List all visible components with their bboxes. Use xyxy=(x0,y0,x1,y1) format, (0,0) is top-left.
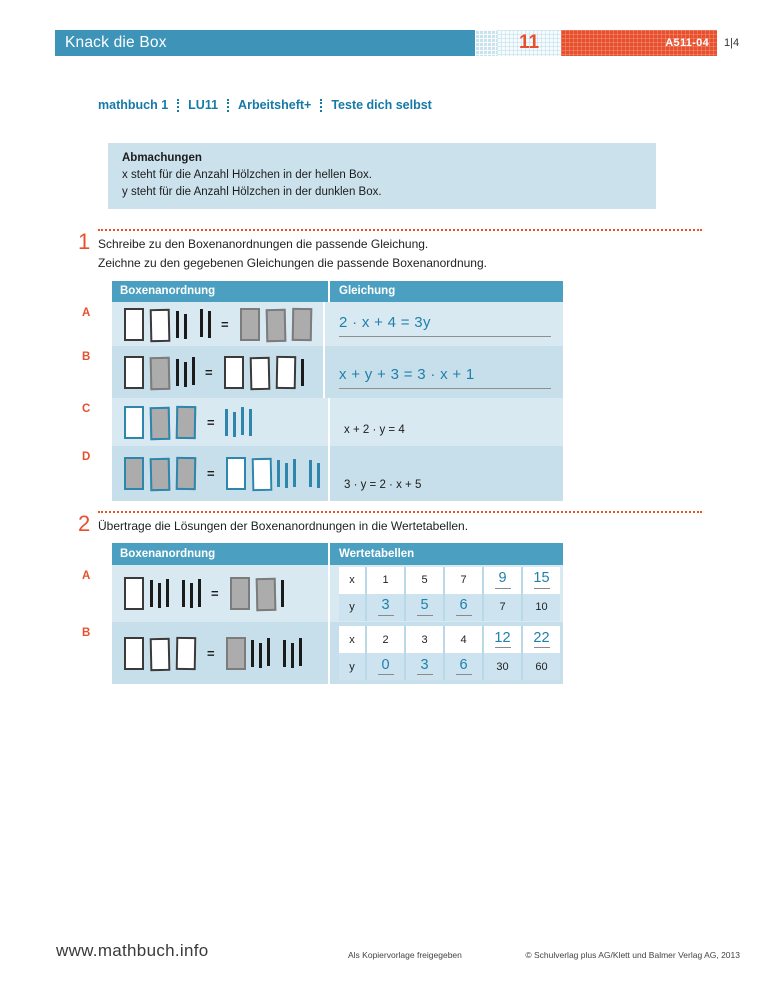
value-table-cell xyxy=(365,653,404,680)
box-arrangement xyxy=(121,406,199,439)
table-row xyxy=(82,622,563,684)
stick-icon xyxy=(190,583,193,608)
column-header-boxenanordnung: Boxenanordnung xyxy=(112,543,330,565)
value-table-label: x xyxy=(339,567,365,594)
box-arrangement xyxy=(121,457,199,490)
row-letter: A xyxy=(82,570,91,582)
table-row xyxy=(82,565,563,622)
handwritten-value: 5 xyxy=(420,597,429,614)
box-arrangement xyxy=(237,308,315,341)
arrangement-cell xyxy=(112,302,325,346)
task-instruction: Schreibe zu den Boxenanordnungen die passende Gleichung. xyxy=(98,237,429,251)
equation-printed: x + 2 · y = 4 xyxy=(344,424,405,436)
answer-line xyxy=(378,615,394,616)
stick-icon xyxy=(158,583,161,608)
dark-box-icon xyxy=(255,578,276,611)
value-table-cell: 1 xyxy=(365,567,404,594)
wertetabelle xyxy=(339,626,560,680)
stick-icon xyxy=(166,579,169,607)
dotted-rule xyxy=(98,511,702,513)
equals-sign: = xyxy=(205,364,213,380)
agreement-box xyxy=(108,143,656,209)
light-box-icon xyxy=(124,577,144,610)
light-box-icon xyxy=(150,308,171,341)
stick-icon xyxy=(293,459,296,487)
equation-cell xyxy=(330,398,563,446)
stick-icon xyxy=(281,580,284,607)
handwritten-value: 3 xyxy=(381,597,390,614)
task-1 xyxy=(78,229,702,273)
stick-icon xyxy=(225,409,228,436)
task-instruction: Übertrage die Lösungen der Boxenanordnungen in die Wertetabellen. xyxy=(98,519,469,533)
breadcrumb-item-book: mathbuch 1 xyxy=(98,98,169,112)
value-table-cell xyxy=(443,653,482,680)
light-box-icon xyxy=(251,458,272,491)
stick-icon xyxy=(198,579,201,607)
column-header-boxenanordnung: Boxenanordnung xyxy=(112,281,330,302)
light-box-icon xyxy=(124,406,144,439)
box-arrangement xyxy=(223,637,305,670)
stick-icon xyxy=(233,412,236,437)
light-box-icon xyxy=(226,457,246,490)
unit-number: 11 xyxy=(497,30,561,56)
wertetabelle xyxy=(339,567,560,621)
equals-sign: = xyxy=(207,466,215,481)
handwritten-value: 6 xyxy=(459,597,468,614)
handwritten-value: 6 xyxy=(459,656,468,673)
handwritten-value: 0 xyxy=(381,656,390,673)
handwritten-value: 12 xyxy=(494,629,511,646)
light-box-icon xyxy=(249,356,270,389)
stick-icon xyxy=(184,362,187,387)
stick-icon xyxy=(299,638,302,666)
table-row xyxy=(82,346,563,398)
value-table-cell xyxy=(404,594,443,621)
dark-box-icon xyxy=(150,458,171,491)
table-header-row xyxy=(112,543,563,565)
dark-box-icon xyxy=(240,308,260,341)
table-header-row xyxy=(112,281,563,302)
stick-icon xyxy=(182,580,185,607)
value-table-cell xyxy=(365,594,404,621)
row-letter: C xyxy=(82,403,91,415)
light-box-icon xyxy=(124,308,144,341)
value-table-cell: 3 xyxy=(404,626,443,653)
breadcrumb-item-unit: LU11 xyxy=(188,98,219,112)
page-header xyxy=(55,30,739,56)
arrangement-cell xyxy=(112,346,325,398)
stick-icon xyxy=(309,460,312,487)
wertetabelle-cell xyxy=(330,622,563,684)
stick-icon xyxy=(249,409,252,436)
task-instruction: Zeichne zu den gegebenen Gleichungen die passende Boxenanordnung. xyxy=(98,256,487,271)
stick-icon xyxy=(251,640,254,667)
value-table-cell: 7 xyxy=(443,567,482,594)
answer-line xyxy=(378,674,394,675)
table-rows xyxy=(82,565,563,684)
light-box-icon xyxy=(150,637,171,670)
light-box-icon xyxy=(124,356,144,389)
footer-url: www.mathbuch.info xyxy=(56,941,209,960)
equation-printed: 3 · y = 2 · x + 5 xyxy=(344,479,422,491)
checker-pattern-block xyxy=(475,30,497,56)
stick-icon xyxy=(267,638,270,666)
worksheet-code: A511-04 xyxy=(561,30,717,56)
value-table-cell: 10 xyxy=(521,594,560,621)
light-box-icon xyxy=(275,355,296,388)
equation-handwritten: 2 · x + 4 = 3y xyxy=(339,314,551,337)
box-arrangement xyxy=(221,356,307,389)
agreement-title: Abmachungen xyxy=(122,152,202,164)
row-letter: B xyxy=(82,627,91,639)
task-number: 1 xyxy=(78,229,91,254)
box-arrangement xyxy=(121,308,213,341)
value-table-cell xyxy=(521,567,560,594)
value-table-cell: 5 xyxy=(404,567,443,594)
value-table-cell xyxy=(521,626,560,653)
breadcrumb-item-workbook: Arbeitsheft+ xyxy=(238,98,312,112)
light-box-icon xyxy=(124,637,144,670)
arrangement-cell xyxy=(112,398,330,446)
value-table xyxy=(82,543,563,684)
value-table-cell: 2 xyxy=(365,626,404,653)
task-2 xyxy=(78,511,702,536)
light-box-icon xyxy=(224,356,244,389)
stick-icon xyxy=(192,357,195,385)
light-box-icon xyxy=(176,636,197,669)
stick-icon xyxy=(259,643,262,668)
value-table-cell xyxy=(404,653,443,680)
agreement-line-y: y steht für die Anzahl Hölzchen in der dunklen Box. xyxy=(122,186,382,199)
arrangement-cell xyxy=(112,446,330,501)
breadcrumb-separator xyxy=(320,99,322,112)
row-letter: D xyxy=(82,451,91,463)
wertetabelle-cell xyxy=(330,565,563,622)
footer-copyright: © Schulverlag plus AG/Klett und Balmer Verlag AG, 2013 xyxy=(525,950,740,960)
value-table-cell xyxy=(482,626,521,653)
arrangement-cell xyxy=(112,622,330,684)
table-row xyxy=(82,446,563,501)
handwritten-value: 3 xyxy=(420,656,429,673)
table-row xyxy=(82,398,563,446)
box-arrangement xyxy=(223,457,323,490)
dark-box-icon xyxy=(291,307,312,340)
value-table-cell: 30 xyxy=(482,653,521,680)
breadcrumb-item-section: Teste dich selbst xyxy=(331,98,432,112)
stick-icon xyxy=(291,643,294,668)
equation-handwritten: x + y + 3 = 3 · x + 1 xyxy=(339,366,551,389)
handwritten-value: 9 xyxy=(498,570,507,587)
agreement-line-x: x steht für die Anzahl Hölzchen in der hellen Box. xyxy=(122,169,372,181)
box-arrangement xyxy=(223,408,255,436)
value-table-cell: 60 xyxy=(521,653,560,680)
breadcrumb-separator xyxy=(177,99,179,112)
breadcrumb xyxy=(98,98,432,112)
answer-line xyxy=(495,647,511,648)
task-body xyxy=(98,511,702,536)
box-arrangement xyxy=(121,637,199,670)
stick-icon xyxy=(301,359,304,386)
stick-icon xyxy=(176,359,179,386)
box-arrangement xyxy=(121,577,203,610)
dark-box-icon xyxy=(150,406,171,439)
row-letter: A xyxy=(82,307,91,319)
task-body xyxy=(98,229,702,273)
value-table-label: y xyxy=(339,653,365,680)
table-rows xyxy=(82,302,563,501)
equation-cell xyxy=(330,446,563,501)
box-arrangement xyxy=(121,356,197,389)
footer-license-note: Als Kopiervorlage freigegeben xyxy=(348,950,462,960)
stick-icon xyxy=(200,309,203,337)
answer-line xyxy=(417,674,433,675)
stick-icon xyxy=(241,407,244,435)
equals-sign: = xyxy=(207,414,215,430)
equals-sign: = xyxy=(207,645,215,661)
equation-table xyxy=(82,281,563,501)
breadcrumb-separator xyxy=(227,99,229,112)
answer-line xyxy=(456,674,472,675)
answer-line xyxy=(495,588,511,589)
dark-box-icon xyxy=(265,308,286,341)
dark-box-icon xyxy=(230,577,250,610)
stick-icon xyxy=(277,460,280,487)
stick-icon xyxy=(184,314,187,339)
box-arrangement xyxy=(227,577,287,610)
stick-icon xyxy=(285,463,288,488)
handwritten-value: 15 xyxy=(533,570,550,587)
column-header-wertetabellen: Wertetabellen xyxy=(339,548,415,560)
stick-icon xyxy=(208,311,211,338)
value-table-label: y xyxy=(339,594,365,621)
table-row xyxy=(82,302,563,346)
stick-icon xyxy=(283,640,286,667)
value-table-cell xyxy=(443,594,482,621)
answer-line xyxy=(534,588,550,589)
column-header-gleichung: Gleichung xyxy=(339,285,396,297)
dark-box-icon xyxy=(226,637,246,670)
task-number: 2 xyxy=(78,511,91,536)
value-table-cell: 7 xyxy=(482,594,521,621)
equals-sign: = xyxy=(221,316,229,332)
dark-box-icon xyxy=(150,356,171,389)
page-count: 1|4 xyxy=(724,37,740,49)
page-title: Knack die Box xyxy=(55,30,475,56)
value-table-label: x xyxy=(339,626,365,653)
stick-icon xyxy=(317,463,320,488)
row-letter: B xyxy=(82,351,91,363)
dark-box-icon xyxy=(176,405,197,438)
equation-cell xyxy=(325,302,563,346)
value-table-cell xyxy=(482,567,521,594)
answer-line xyxy=(534,647,550,648)
arrangement-cell xyxy=(112,565,330,622)
handwritten-value: 22 xyxy=(533,629,550,646)
stick-icon xyxy=(176,311,179,338)
dark-box-icon xyxy=(176,457,197,490)
answer-line xyxy=(417,615,433,616)
equals-sign: = xyxy=(211,586,219,601)
dark-box-icon xyxy=(124,457,144,490)
dotted-rule xyxy=(98,229,702,231)
stick-icon xyxy=(150,580,153,607)
equation-cell xyxy=(325,346,563,398)
value-table-cell: 4 xyxy=(443,626,482,653)
answer-line xyxy=(456,615,472,616)
